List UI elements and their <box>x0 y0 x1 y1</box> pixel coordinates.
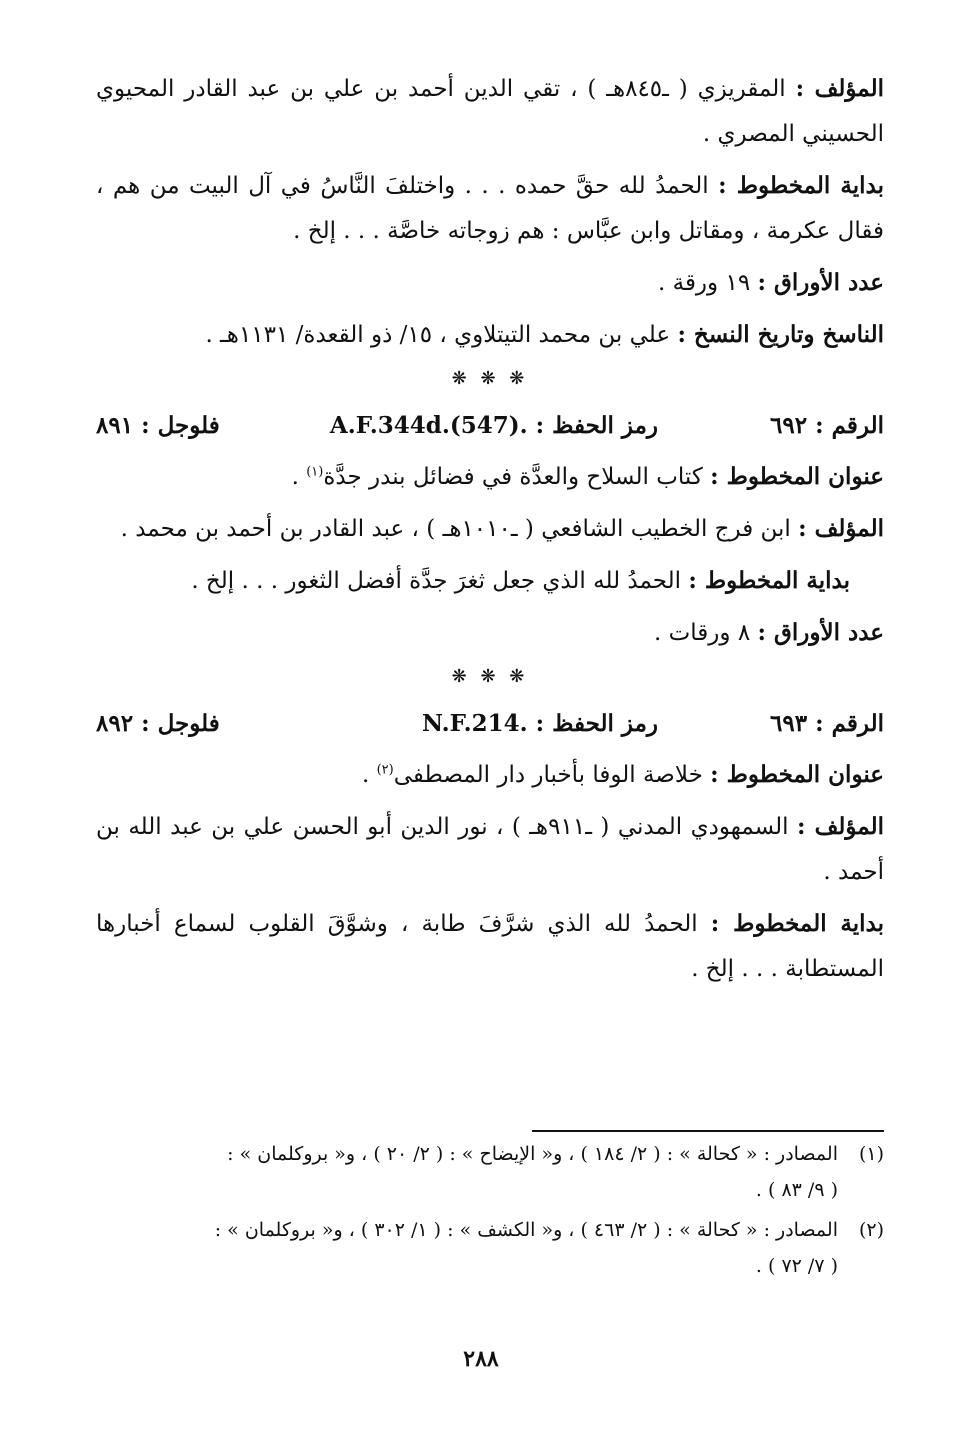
footnote-text: المصادر : « كحالة » : ( ٢/ ٤٦٣ ) ، و« الكشف » : ( ١/ ٣٠٢ ) ، و« بروكلمان » : <box>214 1219 838 1241</box>
author-line <box>96 804 884 895</box>
footnote-number: (١) <box>858 1143 884 1165</box>
shelf-code-value: N.F.214. <box>422 710 528 737</box>
record-header <box>96 406 884 450</box>
shelf-code-value: A.F.344d.(547). <box>329 412 528 439</box>
beginning-text: الحمدُ لله الذي جعل ثغرَ جدَّة أفضل الثغور . . . إلخ . <box>191 568 682 594</box>
section-separator: ❋ ❋ ❋ <box>451 666 529 687</box>
author-text: السمهودي المدني ( ـ٩١١هـ ) ، نور الدين أبو الحسن علي بن عبد الله بن أحمد . <box>96 814 884 885</box>
beginning-text: الحمدُ لله الذي شرَّفَ طابة ، وشوَّقَ القلوب لسماع أخبارها المستطابة . . . إلخ . <box>96 911 884 982</box>
shelf-code-label: رمز الحفظ : <box>535 412 658 439</box>
fluegel-label: فلوجل : <box>141 412 220 439</box>
author-label: المؤلف : <box>796 813 884 840</box>
footnote-ref[interactable]: (٢) <box>376 762 394 778</box>
title-end: . <box>291 464 307 490</box>
fluegel-number <box>96 710 220 737</box>
footnote-text-cont: ( ٩/ ٨٣ ) . <box>755 1179 838 1201</box>
folios-text: ٨ ورقات . <box>654 620 751 646</box>
beginning-line <box>96 558 884 604</box>
beginning-label: بداية المخطوط : <box>718 172 884 199</box>
record-number <box>770 710 884 737</box>
section-separator: ❋ ❋ ❋ <box>451 368 529 389</box>
footnotes <box>96 1130 884 1284</box>
folios-text: ١٩ ورقة . <box>657 270 751 296</box>
copyist-label: الناسخ وتاريخ النسخ : <box>677 321 884 348</box>
author-text: المقريزي ( ـ٨٤٥هـ ) ، تقي الدين أحمد بن علي بن عبد القادر المحيوي الحسيني المصري . <box>96 76 884 147</box>
record-number <box>770 412 884 439</box>
fluegel-value: ٨٩٢ <box>96 710 134 737</box>
footnote-rule <box>532 1130 884 1132</box>
title-line <box>96 454 884 500</box>
author-label: المؤلف : <box>798 515 884 542</box>
beginning-label: بداية المخطوط : <box>688 567 850 594</box>
shelf-code-label: رمز الحفظ : <box>535 710 658 737</box>
title-end: . <box>361 762 377 788</box>
footnote-item <box>96 1212 884 1284</box>
footnote-ref[interactable]: (١) <box>306 464 324 480</box>
author-line <box>96 66 884 157</box>
shelf-code <box>422 710 658 737</box>
beginning-line <box>96 163 884 254</box>
record-number-value: ٦٩٢ <box>770 412 808 439</box>
fluegel-number <box>96 412 220 439</box>
shelf-code <box>330 412 658 439</box>
copyist-line <box>96 312 884 358</box>
folios-label: عدد الأوراق : <box>757 619 884 646</box>
footnote-item <box>96 1136 884 1208</box>
footnote-text: المصادر : « كحالة » : ( ٢/ ١٨٤ ) ، و« الإيضاح » : ( ٢/ ٢٠ ) ، و« بروكلمان » : <box>227 1143 838 1165</box>
record-header <box>96 704 884 748</box>
page-body <box>96 66 884 998</box>
author-line <box>96 506 884 552</box>
fluegel-value: ٨٩١ <box>96 412 134 439</box>
title-text: كتاب السلاح والعدَّة في فضائل بندر جدَّة <box>323 464 703 490</box>
beginning-label: بداية المخطوط : <box>710 910 885 937</box>
footnote-number: (٢) <box>858 1219 884 1241</box>
beginning-line <box>96 901 884 992</box>
beginning-text: الحمدُ لله حقَّ حمده . . . واختلفَ النَّاسُ في آل البيت من هم ، فقال عكرمة ، ومقاتل وابن عبَّاس : هم زوجاته خاصَّة . . . إلخ . <box>96 173 884 244</box>
author-text: ابن فرج الخطيب الشافعي ( ـ١٠١٠هـ ) ، عبد القادر بن أحمد بن محمد . <box>120 516 791 542</box>
author-label: المؤلف : <box>795 75 884 102</box>
record-number-label: الرقم : <box>815 710 884 737</box>
title-text: خلاصة الوفا بأخبار دار المصطفى <box>393 762 703 788</box>
footnote-text-cont: ( ٧/ ٧٢ ) . <box>755 1255 838 1277</box>
fluegel-label: فلوجل : <box>141 710 220 737</box>
folios-line <box>96 260 884 306</box>
folios-label: عدد الأوراق : <box>757 269 884 296</box>
folios-line <box>96 610 884 656</box>
title-label: عنوان المخطوط : <box>710 463 884 490</box>
page-number: ٢٨٨ <box>463 1346 499 1372</box>
record-number-label: الرقم : <box>815 412 884 439</box>
title-line <box>96 752 884 798</box>
copyist-text: علي بن محمد التيتلاوي ، ١٥/ ذو القعدة/ ١١٣١هـ . <box>205 322 671 348</box>
record-number-value: ٦٩٣ <box>770 710 808 737</box>
title-label: عنوان المخطوط : <box>710 761 884 788</box>
